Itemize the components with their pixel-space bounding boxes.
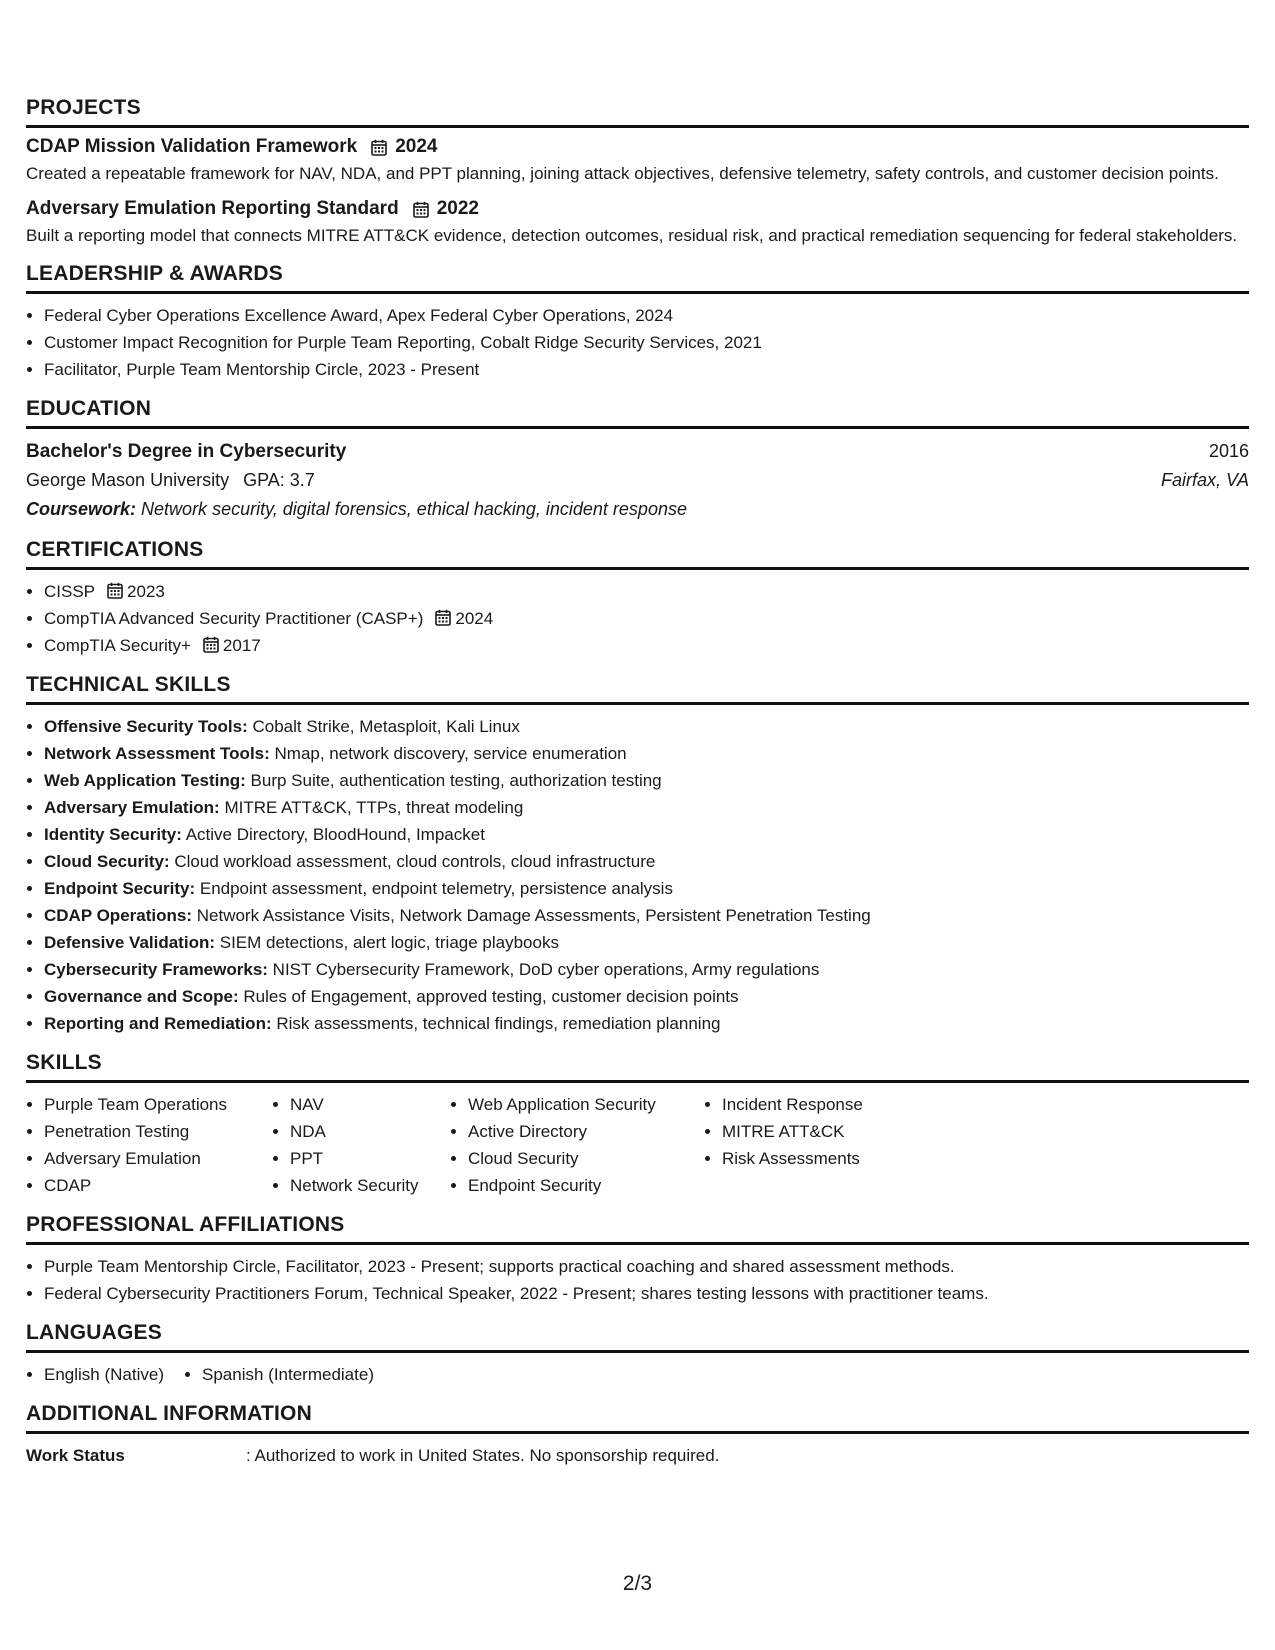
skill-text: Network Assistance Visits, Network Damage Assessments, Persistent Penetration Testing	[196, 906, 871, 925]
gpa: GPA: 3.7	[243, 470, 315, 490]
projects-section	[26, 96, 1249, 248]
list-item: • Spanish (Intermediate)	[202, 1361, 374, 1388]
project-name: CDAP Mission Validation Framework	[26, 136, 358, 157]
skill-label: Identity Security:	[44, 825, 182, 844]
list-item	[44, 605, 1249, 632]
list-item	[44, 740, 1249, 767]
list-item	[44, 929, 1249, 956]
skill-text: Active Directory, BloodHound, Impacket	[185, 825, 485, 844]
languages-section	[26, 1321, 1249, 1388]
skill-text: NIST Cybersecurity Framework, DoD cyber operations, Army regulations	[272, 960, 820, 979]
list-item: • Purple Team Mentorship Circle, Facilitator, 2023 - Present; supports practical coaching and shared assessment methods.	[44, 1253, 1249, 1280]
list-item	[44, 794, 1249, 821]
section-title-education: EDUCATION	[26, 397, 1249, 429]
list-item: • Adversary Emulation	[44, 1145, 272, 1172]
skill-text: Cobalt Strike, Metasploit, Kali Linux	[252, 717, 520, 736]
list-item	[44, 956, 1249, 983]
calendar-icon	[413, 201, 429, 218]
list-item: • NAV	[290, 1091, 450, 1118]
school-name: George Mason University	[26, 470, 230, 490]
project-year: 2022	[436, 198, 479, 219]
list-item: • PPT	[290, 1145, 450, 1172]
list-item	[44, 983, 1249, 1010]
cert-year: 2024	[455, 609, 494, 628]
skill-label: Reporting and Remediation:	[44, 1014, 272, 1033]
list-item: • Customer Impact Recognition for Purple Team Reporting, Cobalt Ridge Security Services, 2021	[44, 329, 1249, 356]
list-item: • Web Application Security	[468, 1091, 704, 1118]
section-title-certifications: CERTIFICATIONS	[26, 538, 1249, 570]
list-item: • Purple Team Operations	[44, 1091, 272, 1118]
section-title-technical-skills: TECHNICAL SKILLS	[26, 673, 1249, 705]
list-item: • Risk Assessments	[722, 1145, 922, 1172]
list-item: • Facilitator, Purple Team Mentorship Circle, 2023 - Present	[44, 356, 1249, 383]
list-item: • MITRE ATT&CK	[722, 1118, 922, 1145]
list-item: • CDAP	[44, 1172, 272, 1199]
list-item: • Incident Response	[722, 1091, 922, 1118]
degree: Bachelor's Degree in Cybersecurity	[26, 441, 347, 462]
list-item	[44, 713, 1249, 740]
skill-text: Risk assessments, technical findings, remediation planning	[276, 1014, 721, 1033]
skill-label: Network Assessment Tools:	[44, 744, 270, 763]
list-item: • English (Native)	[44, 1361, 164, 1388]
project-description: Created a repeatable framework for NAV, NDA, and PPT planning, joining attack objectives, defensive telemetry, safety controls, and customer decision points.	[26, 164, 1219, 183]
section-title-projects: PROJECTS	[26, 96, 1249, 128]
skill-label: Offensive Security Tools:	[44, 717, 248, 736]
technical-skills-section	[26, 673, 1249, 1037]
school-location: Fairfax, VA	[1160, 470, 1249, 490]
project-name: Adversary Emulation Reporting Standard	[26, 198, 399, 219]
skill-label: Defensive Validation:	[44, 933, 215, 952]
skill-text: Burp Suite, authentication testing, authorization testing	[250, 771, 662, 790]
section-title-languages: LANGUAGES	[26, 1321, 1249, 1353]
calendar-icon	[203, 636, 219, 653]
list-item: • Endpoint Security	[468, 1172, 704, 1199]
skill-text: MITRE ATT&CK, TTPs, threat modeling	[224, 798, 524, 817]
page-number: 2/3	[622, 1572, 653, 1595]
list-item	[44, 632, 1249, 659]
section-title-affiliations: PROFESSIONAL AFFILIATIONS	[26, 1213, 1249, 1245]
certifications-section	[26, 538, 1249, 659]
additional-info-section	[26, 1402, 1249, 1469]
skills-columns	[26, 1091, 1249, 1199]
calendar-icon	[371, 139, 387, 156]
section-title-leadership: LEADERSHIP & AWARDS	[26, 262, 1249, 294]
work-status-label: Work Status	[26, 1446, 125, 1465]
calendar-icon	[435, 609, 451, 626]
coursework	[26, 495, 1249, 524]
skills-section	[26, 1051, 1249, 1199]
cert-year: 2023	[127, 582, 165, 601]
list-item: • NDA	[290, 1118, 450, 1145]
cert-name: CISSP	[44, 582, 96, 601]
skill-text: Cloud workload assessment, cloud controls, cloud infrastructure	[174, 852, 656, 871]
skill-label: Governance and Scope:	[44, 987, 239, 1006]
skill-label: CDAP Operations:	[44, 906, 192, 925]
cert-name: CompTIA Security+	[44, 636, 191, 655]
skill-text: Endpoint assessment, endpoint telemetry, persistence analysis	[199, 879, 673, 898]
skill-label: Endpoint Security:	[44, 879, 196, 898]
skill-text: Nmap, network discovery, service enumeration	[274, 744, 627, 763]
skill-text: Rules of Engagement, approved testing, customer decision points	[243, 987, 739, 1006]
coursework-text: Network security, digital forensics, ethical hacking, incident response	[141, 499, 687, 519]
graduation-year: 2016	[1208, 441, 1249, 461]
list-item: • Federal Cybersecurity Practitioners Forum, Technical Speaker, 2022 - Present; shares testing lessons with practitioner teams.	[44, 1280, 1249, 1307]
list-item: • Active Directory	[468, 1118, 704, 1145]
list-item: • Penetration Testing	[44, 1118, 272, 1145]
project-item	[26, 198, 1249, 248]
list-item	[44, 848, 1249, 875]
skill-label: Cybersecurity Frameworks:	[44, 960, 268, 979]
list-item	[44, 902, 1249, 929]
section-title-additional-info: ADDITIONAL INFORMATION	[26, 1402, 1249, 1434]
list-item	[44, 1010, 1249, 1037]
section-title-skills: SKILLS	[26, 1051, 1249, 1083]
project-year: 2024	[395, 136, 438, 157]
project-item	[26, 136, 1249, 186]
list-item: • Federal Cyber Operations Excellence Award, Apex Federal Cyber Operations, 2024	[44, 302, 1249, 329]
cert-name: CompTIA Advanced Security Practitioner (CASP+)	[44, 609, 424, 628]
list-item	[44, 578, 1249, 605]
cert-year: 2017	[222, 636, 261, 655]
work-status-value: : Authorized to work in United States. No sponsorship required.	[246, 1446, 720, 1465]
education-section	[26, 397, 1249, 524]
list-item: • Network Security	[290, 1172, 450, 1199]
skill-label: Cloud Security:	[44, 852, 170, 871]
list-item: • Cloud Security	[468, 1145, 704, 1172]
leadership-section	[26, 262, 1249, 383]
skill-label: Adversary Emulation:	[44, 798, 220, 817]
list-item	[44, 875, 1249, 902]
calendar-icon	[107, 582, 123, 599]
skill-text: SIEM detections, alert logic, triage playbooks	[219, 933, 559, 952]
skill-label: Web Application Testing:	[44, 771, 246, 790]
affiliations-section	[26, 1213, 1249, 1307]
coursework-label: Coursework:	[26, 499, 137, 519]
list-item	[44, 767, 1249, 794]
list-item	[44, 821, 1249, 848]
project-description: Built a reporting model that connects MITRE ATT&CK evidence, detection outcomes, residual risk, and practical remediation sequencing for federal stakeholders.	[26, 226, 1238, 245]
